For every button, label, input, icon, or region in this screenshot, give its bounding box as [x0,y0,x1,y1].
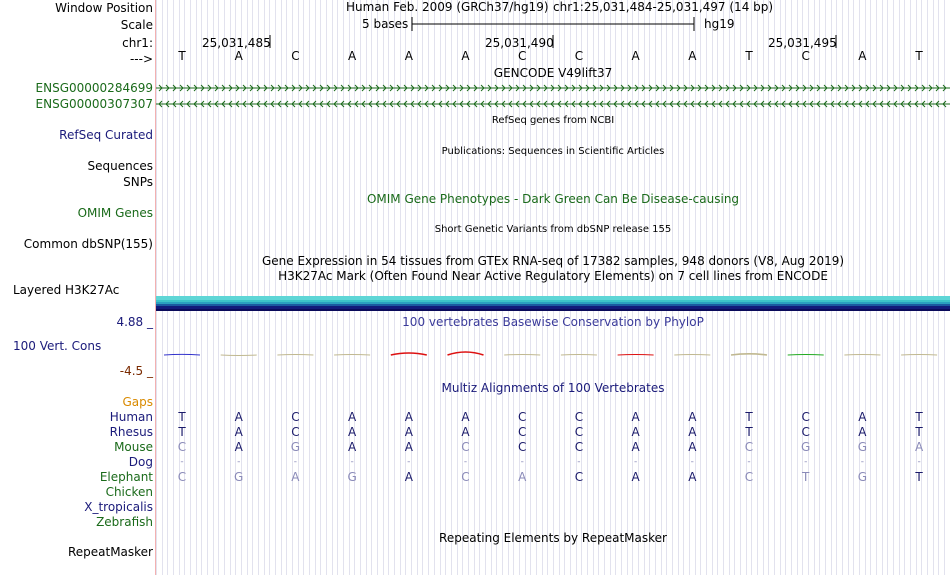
phylop-mark [561,355,597,356]
alignment-base: A [631,425,640,439]
position-tick-3: 25,031,495 [768,36,837,50]
alignment-base: C [574,440,584,454]
alignment-base: T [802,470,810,484]
repeatmasker-track-label[interactable]: RepeatMasker [67,545,153,559]
phylop-mark [674,355,710,356]
alignment-base: C [177,440,187,454]
alignment-base: T [178,410,186,424]
h3k27ac-title: H3K27Ac Mark (Often Found Near Active Regulatory Elements) on 7 cell lines from ENCODE [278,269,828,283]
sequence-base: C [517,49,527,63]
sequence-base: A [347,49,357,63]
species-label-rhesus[interactable]: Rhesus [109,425,153,439]
phylop-mark [901,355,937,356]
species-label-dog[interactable]: Dog [128,455,153,469]
gene-label-ENSG00000307307[interactable]: ENSG00000307307 [35,97,153,111]
gaps-label: Gaps [122,395,153,409]
alignment-base: T [745,425,753,439]
alignment-base: G [857,470,868,484]
alignment-base: A [291,470,300,484]
repeatmasker-title: Repeating Elements by RepeatMasker [439,531,667,545]
sequence-base: T [745,49,753,63]
alignment-base: C [744,470,754,484]
genome-browser-track-image[interactable] [156,0,950,575]
alignment-base: C [744,440,754,454]
alignment-base: C [574,410,584,424]
alignment-base: A [461,425,470,439]
alignment-base: A [347,440,357,454]
alignment-base: - [237,457,241,467]
phylop-mark [844,355,880,356]
alignment-base: A [404,470,413,484]
assembly-label: Human Feb. 2009 (GRCh37/hg19) [346,0,549,14]
alignment-base: C [517,410,527,424]
alignment-base: A [631,410,640,424]
gtex-title: Gene Expression in 54 tissues from GTEx RNA-seq of 17382 samples, 948 donors (V8, Aug 2019) [261,254,845,268]
layered-h3k27ac-label[interactable]: Layered H3K27Ac [13,283,120,297]
omim-title: OMIM Gene Phenotypes - Dark Green Can Be Disease-causing [366,192,740,206]
species-label-x_tropicalis[interactable]: X_tropicalis [84,500,153,514]
phylop-mark [221,355,257,356]
sequence-base: C [291,49,300,63]
position-label: chr1:25,031,484-25,031,497 (14 bp) [553,0,774,14]
alignment-base: A [234,440,243,454]
alignment-base: - [350,457,354,467]
phylop-mark [788,355,824,356]
alignment-base: - [520,457,524,467]
alignment-base: A [347,410,357,424]
position-tick-1: 25,031,485 [202,36,271,50]
strand-label: ---> [129,52,153,66]
alignment-base: - [407,457,411,467]
sequence-base: T [178,49,186,63]
alignment-base: G [234,470,244,484]
publications-title: Publications: Sequences in Scientific Articles [441,146,665,157]
alignment-base: A [858,425,867,439]
sequence-base: A [404,49,413,63]
phylop-mark [164,354,200,355]
phylop-title: 100 vertebrates Basewise Conservation by PhyloP [402,315,704,329]
sequence-base: C [801,49,810,63]
alignment-base: G [801,440,811,454]
alignment-base: A [347,425,357,439]
scale-db: hg19 [704,17,735,31]
alignment-base: A [404,425,413,439]
alignment-base: A [404,410,413,424]
alignment-base: C [177,470,187,484]
refseq-track-label[interactable]: RefSeq Curated [59,128,153,142]
chrom-label: chr1: [122,36,153,50]
sequence-base: A [631,49,640,63]
alignment-base: - [917,457,921,467]
sequence-base: A [234,49,243,63]
species-label-zebrafish[interactable]: Zebrafish [96,515,153,529]
phylop-conservation-plot[interactable] [156,0,950,575]
cons-track-label[interactable]: 100 Vert. Cons [13,339,102,353]
alignment-base: - [463,457,468,467]
alignment-base: C [291,410,300,424]
alignment-base: - [747,457,751,467]
alignment-base: G [290,440,301,454]
alignment-base: - [293,457,298,467]
sequence-base: A [858,49,867,63]
phylop-mark [334,355,370,356]
species-label-chicken[interactable]: Chicken [105,485,153,499]
alignment-base: C [801,425,810,439]
alignment-base: A [858,410,867,424]
sequences-track-label[interactable]: Sequences [87,159,153,173]
alignment-base: A [518,470,527,484]
dbsnp-title: Short Genetic Variants from dbSNP release 155 [434,224,672,235]
alignment-base: A [688,425,697,439]
alignment-base: A [461,410,470,424]
refseq-title: RefSeq genes from NCBI [491,115,615,126]
snps-track-label[interactable]: SNPs [123,175,153,189]
gene-label-ENSG00000284699[interactable]: ENSG00000284699 [35,81,153,95]
sequence-base: C [574,49,584,63]
scale-text: 5 bases [362,17,409,31]
alignment-base: T [915,470,923,484]
phylop-mark [277,355,313,356]
alignment-base: A [688,440,697,454]
alignment-base: - [860,457,865,467]
alignment-base: T [178,425,186,439]
phylop-mark [504,355,540,356]
alignment-base: C [291,425,300,439]
alignment-base: T [915,410,923,424]
alignment-base: C [574,425,584,439]
alignment-base: C [517,440,527,454]
scale-label: Scale [120,18,153,32]
alignment-base: T [745,410,753,424]
window-position-label: Window Position [55,1,153,15]
gencode-title: GENCODE V49lift37 [493,66,613,80]
species-label-human[interactable]: Human [109,410,153,424]
omim-track-label[interactable]: OMIM Genes [77,206,153,220]
cons-min-label: -4.5 _ [119,364,153,378]
alignment-base: - [690,457,694,467]
alignment-base: A [688,470,697,484]
alignment-base: C [461,440,470,454]
alignment-base: C [461,470,470,484]
alignment-base: A [234,410,243,424]
alignment-base: - [180,457,184,467]
species-label-elephant[interactable]: Elephant [99,470,153,484]
position-tick-2: 25,031,490 [485,36,554,50]
phylop-mark [448,352,484,355]
sequence-base: T [915,49,923,63]
sequence-base: A [461,49,470,63]
alignment-base: A [234,425,243,439]
alignment-base: T [915,425,923,439]
cons-max-label: 4.88 _ [116,315,153,329]
alignment-base: C [517,425,527,439]
sequence-base: A [688,49,697,63]
alignment-base: G [857,440,868,454]
alignment-base: A [914,440,924,454]
alignment-base: A [631,470,640,484]
common-snp-track-label[interactable]: Common dbSNP(155) [23,237,153,251]
phylop-mark [618,355,654,356]
alignment-base: A [688,410,697,424]
multiz-title: Multiz Alignments of 100 Vertebrates [441,381,665,395]
alignment-base: - [633,457,638,467]
phylop-mark [731,354,767,355]
alignment-base: - [577,457,581,467]
alignment-base: A [404,440,413,454]
species-label-mouse[interactable]: Mouse [114,440,153,454]
phylop-mark [391,353,427,355]
alignment-base: - [804,457,808,467]
alignment-base: G [347,470,357,484]
track-label-column [0,0,155,575]
alignment-base: A [631,440,640,454]
alignment-base: C [801,410,810,424]
alignment-base: C [574,470,584,484]
